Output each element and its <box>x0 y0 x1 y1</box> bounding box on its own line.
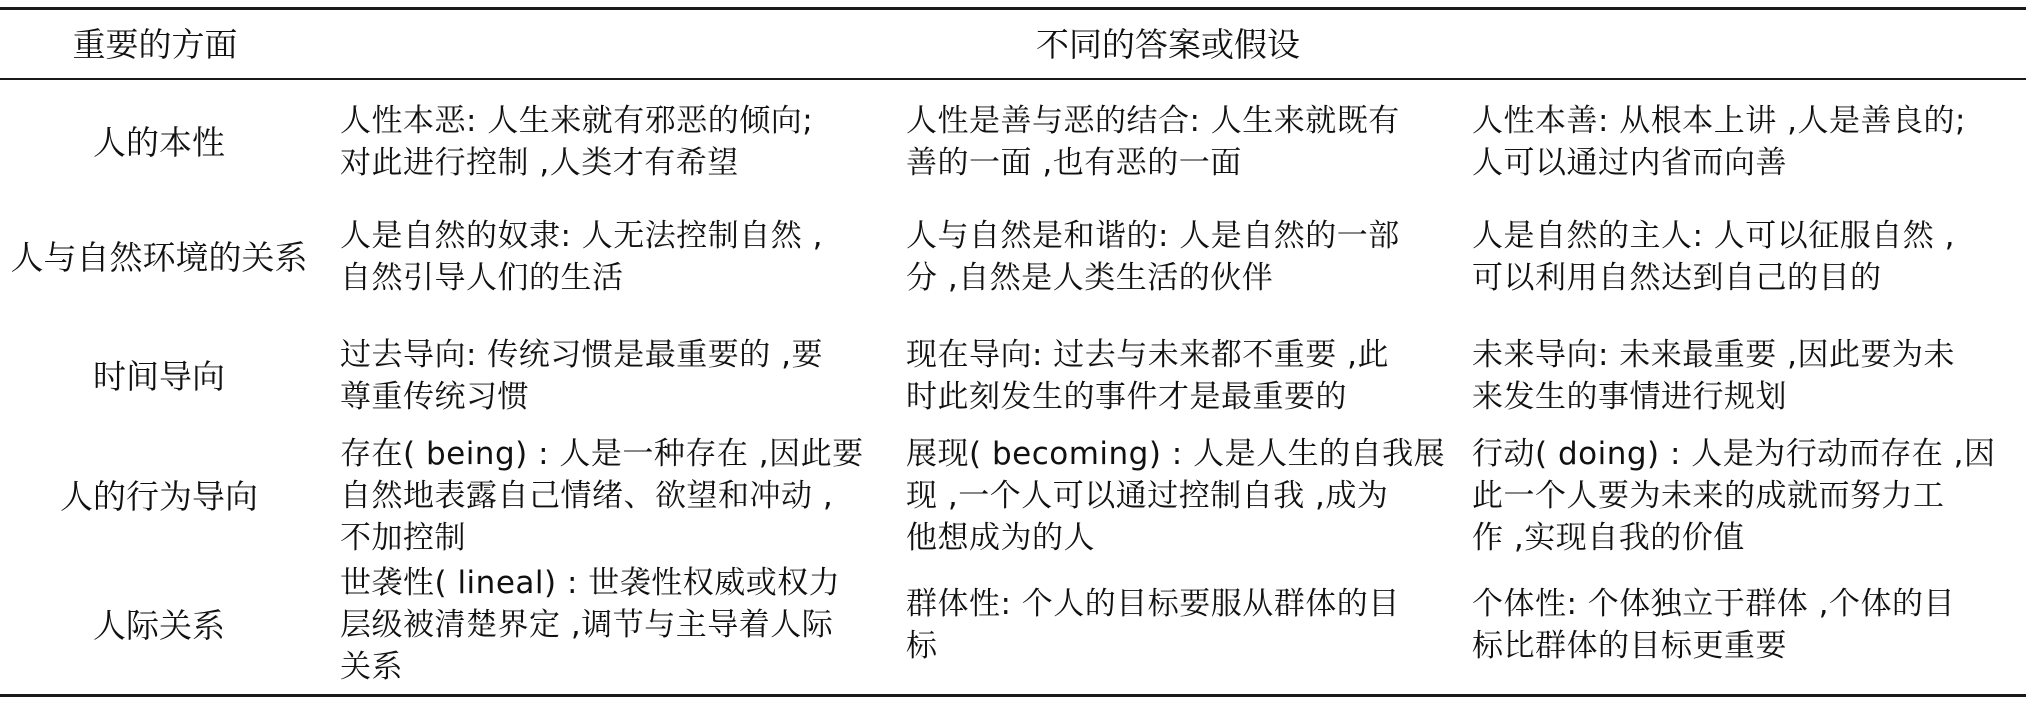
answer-text: 群体性: 个人的目标要服从群体的目 标 <box>906 586 1400 664</box>
aspect-cell: 时间导向 <box>93 356 225 396</box>
answer-text: 存在( being) : 人是一种存在 ,因此要 自然地表露自己情绪、欲望和冲动 , 不加控制 <box>340 436 864 556</box>
answer-text: 人与自然是和谐的: 人是自然的一部 分 ,自然是人类生活的伙伴 <box>906 218 1400 296</box>
answer-text: 人性是善与恶的结合: 人生来就既有 善的一面 ,也有恶的一面 <box>906 103 1400 181</box>
answer-cell <box>1472 96 2017 188</box>
table-header-rule <box>0 78 2026 80</box>
answer-text: 人性本恶: 人生来就有邪恶的倾向; 对此进行控制 ,人类才有希望 <box>340 103 814 181</box>
answer-cell <box>340 96 885 188</box>
answer-cell <box>1472 211 2017 303</box>
answer-text: 现在导向: 过去与未来都不重要 ,此 时此刻发生的事件才是最重要的 <box>906 337 1390 415</box>
answer-text: 过去导向: 传统习惯是最重要的 ,要 尊重传统习惯 <box>340 337 824 415</box>
answer-cell <box>340 330 885 422</box>
aspect-cell: 人与自然环境的关系 <box>10 237 308 277</box>
table-bottom-rule <box>0 694 2026 697</box>
answer-text: 人性本善: 从根本上讲 ,人是善良的; 人可以通过内省而向善 <box>1472 103 1966 181</box>
answer-text: 未来导向: 未来最重要 ,因此要为未 来发生的事情进行规划 <box>1472 337 1956 415</box>
answer-cell <box>1472 561 2017 689</box>
answer-text: 展现( becoming) : 人是人生的自我展 现 ,一个人可以通过控制自我 ,成为 他想成为的人 <box>906 436 1446 556</box>
table-row <box>0 330 2026 422</box>
answer-text: 世袭性( lineal) : 世袭性权威或权力 层级被清楚界定 ,调节与主导着人际 关系 <box>340 565 841 685</box>
aspect-cell: 人的行为导向 <box>60 476 258 516</box>
answer-cell <box>1472 330 2017 422</box>
answer-text: 人是自然的奴隶: 人无法控制自然 , 自然引导人们的生活 <box>340 218 824 296</box>
aspect-cell: 人的本性 <box>93 122 225 162</box>
answer-text: 行动( doing) : 人是为行动而存在 ,因 此一个人要为未来的成就而努力工 作 ,实现自我的价值 <box>1472 436 1996 556</box>
answer-cell <box>340 432 885 560</box>
answer-cell <box>906 432 1451 560</box>
aspect-cell: 人际关系 <box>93 605 225 645</box>
table-row <box>0 561 2026 689</box>
header-aspect: 重要的方面 <box>72 24 238 64</box>
table-row <box>0 96 2026 188</box>
table-row <box>0 432 2026 560</box>
header-answers: 不同的答案或假设 <box>1036 24 1300 64</box>
answer-cell <box>340 211 885 303</box>
table-row <box>0 211 2026 303</box>
answer-cell <box>340 561 885 689</box>
answer-cell <box>906 330 1451 422</box>
answer-cell <box>906 96 1451 188</box>
answer-text: 人是自然的主人: 人可以征服自然 , 可以利用自然达到自己的目的 <box>1472 218 1956 296</box>
answer-cell <box>1472 432 2017 560</box>
answer-cell <box>906 211 1451 303</box>
answer-cell <box>906 561 1451 689</box>
answer-text: 个体性: 个体独立于群体 ,个体的目 标比群体的目标更重要 <box>1472 586 1956 664</box>
